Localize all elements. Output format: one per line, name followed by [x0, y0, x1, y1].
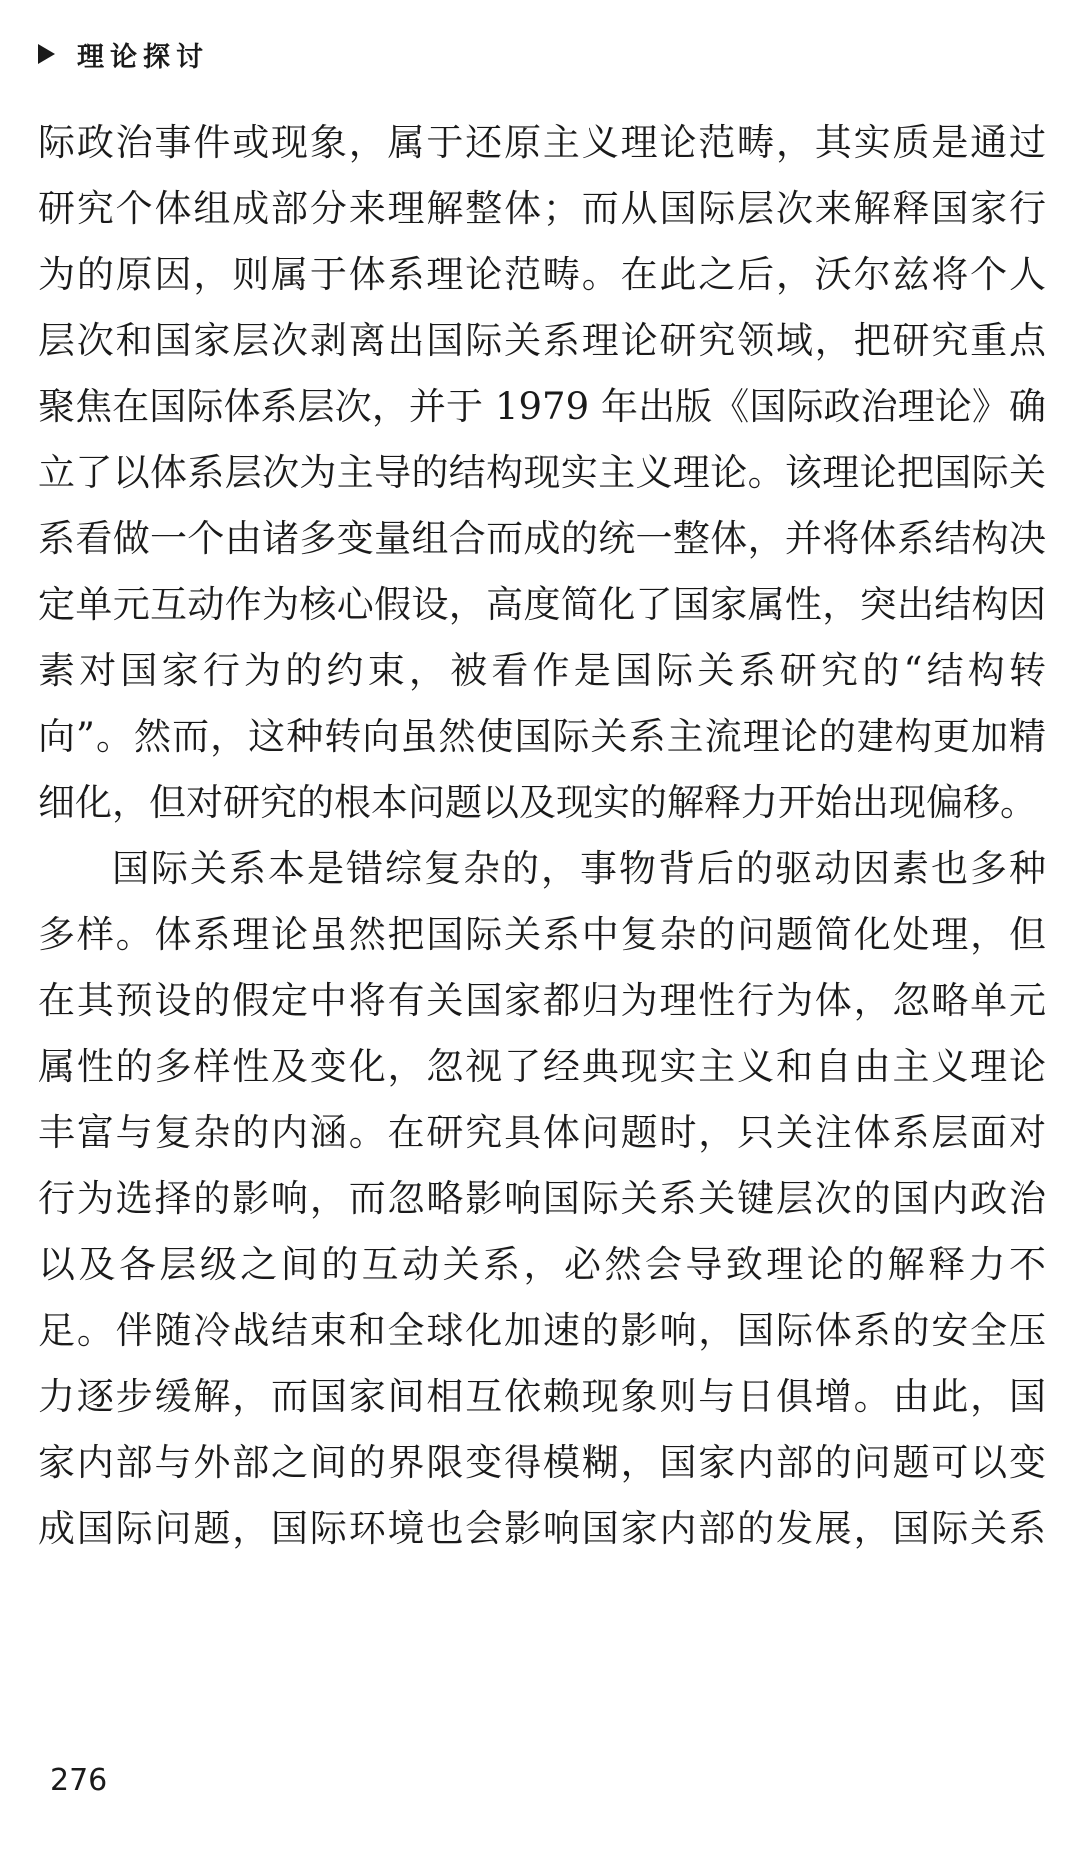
paragraph-line: 向”。然而，这种转向虽然使国际关系主流理论的建构更加精: [38, 715, 1046, 758]
paragraph-line: 多样。体系理论虽然把国际关系中复杂的问题简化处理，但: [38, 913, 1046, 956]
paragraph-line: 足。伴随冷战结束和全球化加速的影响，国际体系的安全压: [38, 1309, 1046, 1352]
paragraph-line: 国际关系本是错综复杂的，事物背后的驱动因素也多种: [112, 847, 1046, 890]
paragraph-line: 细化，但对研究的根本问题以及现实的解释力开始出现偏移。: [38, 781, 1037, 824]
paragraph-line: 研究个体组成部分来理解整体；而从国际层次来解释国家行: [38, 187, 1046, 230]
page-number: 276: [50, 1763, 108, 1798]
paragraph-line: 定单元互动作为核心假设，高度简化了国家属性，突出结构因: [38, 583, 1046, 626]
paragraph-line: 成国际问题，国际环境也会影响国家内部的发展，国际关系: [38, 1507, 1046, 1550]
paragraph-line: 素对国家行为的约束，被看作是国际关系研究的“结构转: [38, 649, 1046, 692]
paragraph-line: 丰富与复杂的内涵。在研究具体问题时，只关注体系层面对: [38, 1111, 1046, 1154]
paragraph-line: 层次和国家层次剥离出国际关系理论研究领域，把研究重点: [38, 319, 1046, 362]
section-title: 理论探讨: [77, 41, 209, 73]
running-header: [38, 34, 209, 74]
paragraph-line: 系看做一个由诸多变量组合而成的统一整体，并将体系结构决: [38, 517, 1046, 560]
paragraph-line: 际政治事件或现象，属于还原主义理论范畴，其实质是通过: [38, 121, 1046, 164]
paragraph-line: 属性的多样性及变化，忽视了经典现实主义和自由主义理论: [38, 1045, 1046, 1088]
paragraph-line: 为的原因，则属于体系理论范畴。在此之后，沃尔兹将个人: [38, 253, 1046, 296]
paragraph-line: 家内部与外部之间的界限变得模糊，国家内部的问题可以变: [38, 1441, 1046, 1484]
paragraph-line: 聚焦在国际体系层次，并于 1979 年出版《国际政治理论》确: [38, 385, 1046, 428]
paragraph-line: 在其预设的假定中将有关国家都归为理性行为体，忽略单元: [38, 979, 1046, 1022]
paragraph-line: 行为选择的影响，而忽略影响国际关系关键层次的国内政治: [38, 1177, 1046, 1220]
paragraph-line: 立了以体系层次为主导的结构现实主义理论。该理论把国际关: [38, 451, 1046, 494]
play-triangle-icon: [38, 44, 55, 64]
paragraph-line: 以及各层级之间的互动关系，必然会导致理论的解释力不: [38, 1243, 1046, 1286]
paragraph-line: 力逐步缓解，而国家间相互依赖现象则与日俱增。由此，国: [38, 1375, 1046, 1418]
article-body: [38, 110, 1046, 1562]
